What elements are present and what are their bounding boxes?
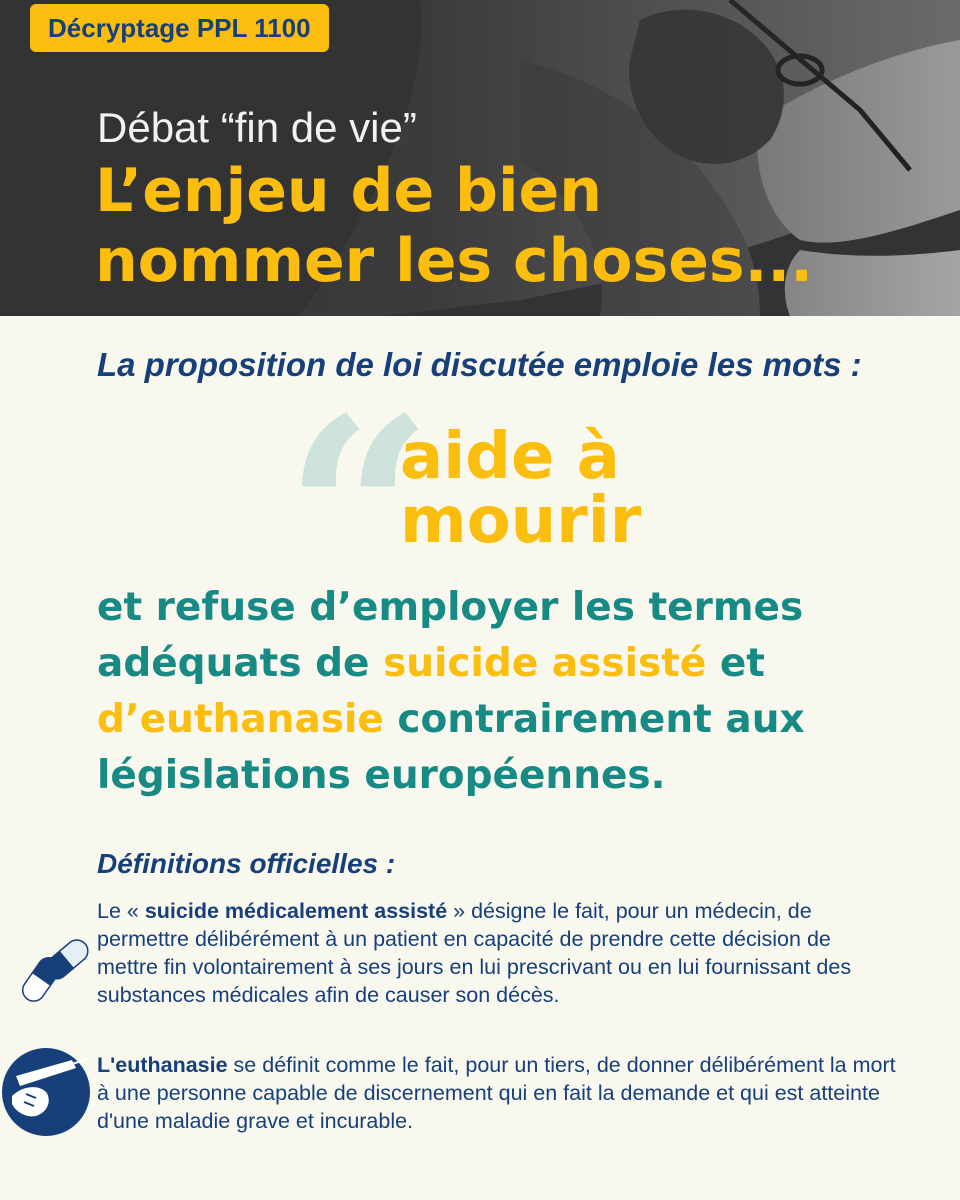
definition-euthanasie [97, 1051, 897, 1135]
header-subtitle: Débat “fin de vie” [97, 104, 417, 151]
definitions-heading: Définitions officielles : [97, 848, 396, 879]
quote-mark-icon: “ [284, 362, 434, 667]
definition-2-text: se définit comme le fait, pour un tiers, de donner délibérément la mort à une personne capable de discernement qui en fait la demande et qui est atteinte d'une maladie grave et incurable. [97, 1053, 896, 1133]
statement-highlight-euthanasie: d’euthanasie [97, 697, 384, 742]
statement [97, 580, 917, 804]
header-banner [0, 0, 960, 316]
definition-1-text: » désigne le fait, pour un médecin, de permettre délibérément à un patient en capacité de prendre cette décision de mettre fin volontairement à ses jours en lui prescrivant ou en lui fournissant des substances médicales afin de causer son décès. [97, 899, 852, 1007]
statement-part1: et refuse d’employer les termes adéquats de [97, 585, 804, 686]
definition-1-prefix: Le « [97, 899, 145, 923]
key-term [400, 420, 740, 558]
header-tag: Décryptage PPL 1100 [30, 4, 329, 52]
intro-text: La proposition de loi discutée emploie les mots : [97, 346, 862, 383]
statement-part3: contrairement aux législations européennes. [97, 697, 805, 798]
page-title: L’enjeu de bien nommer les choses... [95, 156, 814, 296]
statement-part2: et [706, 641, 765, 686]
definition-1-term: suicide médicalement assisté [144, 899, 448, 923]
key-term-line1: aide à [400, 420, 620, 494]
definition-suicide-assiste [97, 897, 897, 1009]
statement-highlight-suicide-assiste: suicide assisté [383, 641, 707, 686]
hand-syringe-icon [2, 1046, 90, 1138]
definition-2-term: L'euthanasie [97, 1053, 228, 1077]
capsule-pills-icon [12, 928, 94, 1010]
key-term-line2: mourir [400, 484, 642, 558]
